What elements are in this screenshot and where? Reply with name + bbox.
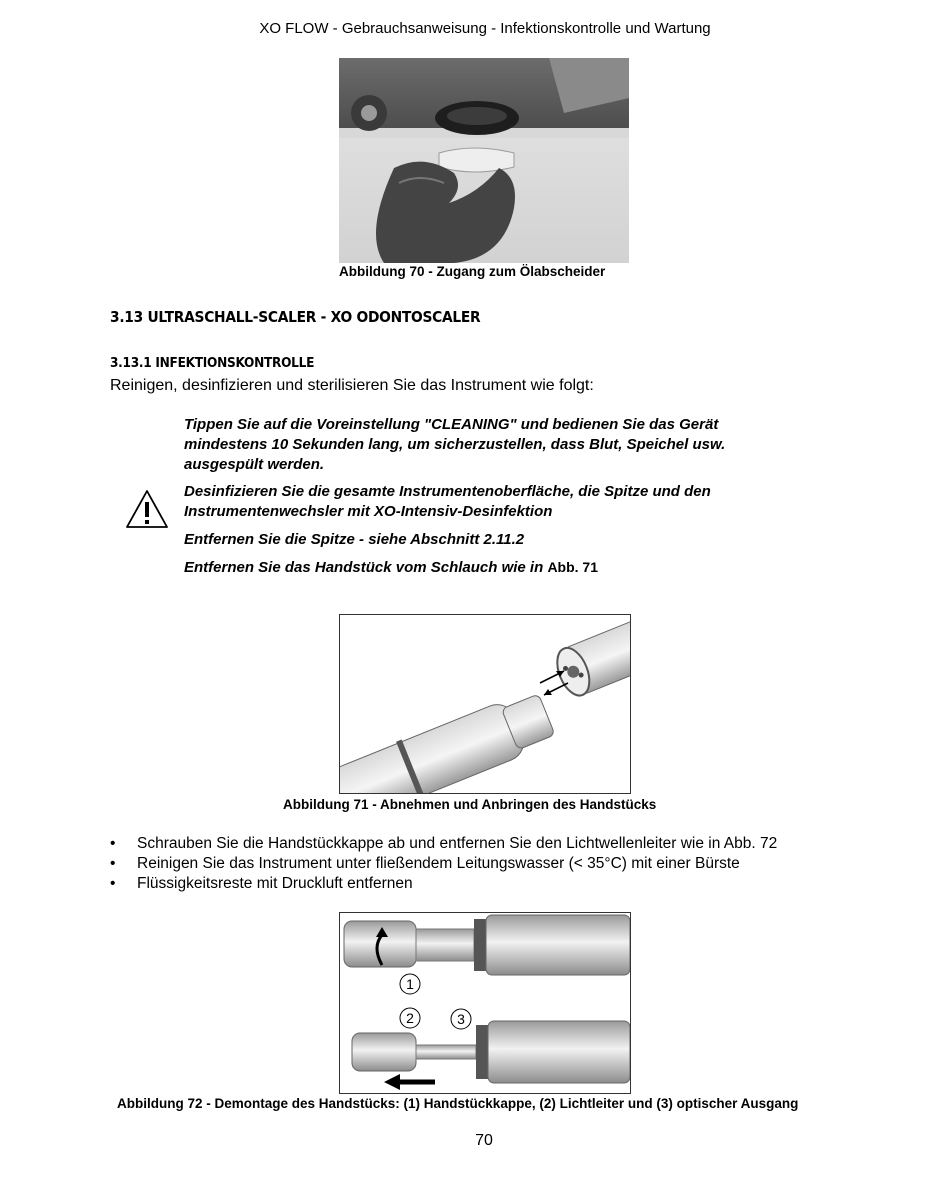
subsection-heading: 3.13.1 INFEKTIONSKONTROLLE bbox=[110, 355, 315, 371]
intro-text: Reinigen, desinfizieren und sterilisieren Sie das Instrument wie folgt: bbox=[110, 377, 594, 394]
bullet-symbol: • bbox=[110, 875, 116, 892]
figure-70-image bbox=[339, 58, 629, 263]
warning-item bbox=[184, 557, 804, 578]
figure-72-caption: Abbildung 72 - Demontage des Handstücks: (1) Handstückkappe, (2) Lichtleiter und (3) optischer Ausgang bbox=[117, 1096, 799, 1111]
figure-71-image bbox=[339, 614, 631, 794]
label-1: 1 bbox=[406, 976, 414, 992]
section-heading: 3.13 ULTRASCHALL-SCALER - XO ODONTOSCALER bbox=[110, 308, 481, 326]
label-2: 2 bbox=[406, 1010, 414, 1026]
warning-item: Tippen Sie auf die Voreinstellung "CLEANING" und bedienen Sie das Gerät mindestens 10 Sekunden lang, um sicherzustellen, dass Blut, Speichel usw. ausgespült werden. bbox=[184, 416, 726, 473]
instruction-list bbox=[110, 834, 777, 894]
warning-triangle-icon bbox=[125, 489, 169, 534]
bullet-symbol: • bbox=[110, 835, 116, 852]
page-header: XO FLOW - Gebrauchsanweisung - Infektionskontrolle und Wartung bbox=[259, 20, 711, 37]
list-item: • Schrauben Sie die Handstückkappe ab und entfernen Sie den Lichtwellenleiter wie in Abb. 72 bbox=[110, 835, 778, 852]
figure-72-image bbox=[339, 912, 631, 1094]
page-number: 70 bbox=[475, 1132, 493, 1149]
warning-item: Desinfizieren Sie die gesamte Instrumentenoberfläche, die Spitze und den Instrumentenwechsler mit XO-Intensiv-Desinfektion bbox=[184, 483, 711, 520]
warning-item: Entfernen Sie die Spitze - siehe Abschnitt 2.11.2 bbox=[184, 531, 525, 548]
label-3: 3 bbox=[457, 1011, 465, 1027]
figure-reference: Abb. 71 bbox=[547, 559, 599, 575]
bullet-symbol: • bbox=[110, 855, 116, 872]
list-item: • Reinigen Sie das Instrument unter fließendem Leitungswasser (< 35°C) mit einer Bürste bbox=[110, 855, 740, 872]
list-item: • Flüssigkeitsreste mit Druckluft entfernen bbox=[110, 875, 413, 892]
figure-70-caption: Abbildung 70 - Zugang zum Ölabscheider bbox=[339, 264, 606, 279]
warning-item-text: Entfernen Sie das Handstück vom Schlauch wie in bbox=[184, 559, 544, 576]
figure-71-caption: Abbildung 71 - Abnehmen und Anbringen des Handstücks bbox=[283, 797, 657, 812]
